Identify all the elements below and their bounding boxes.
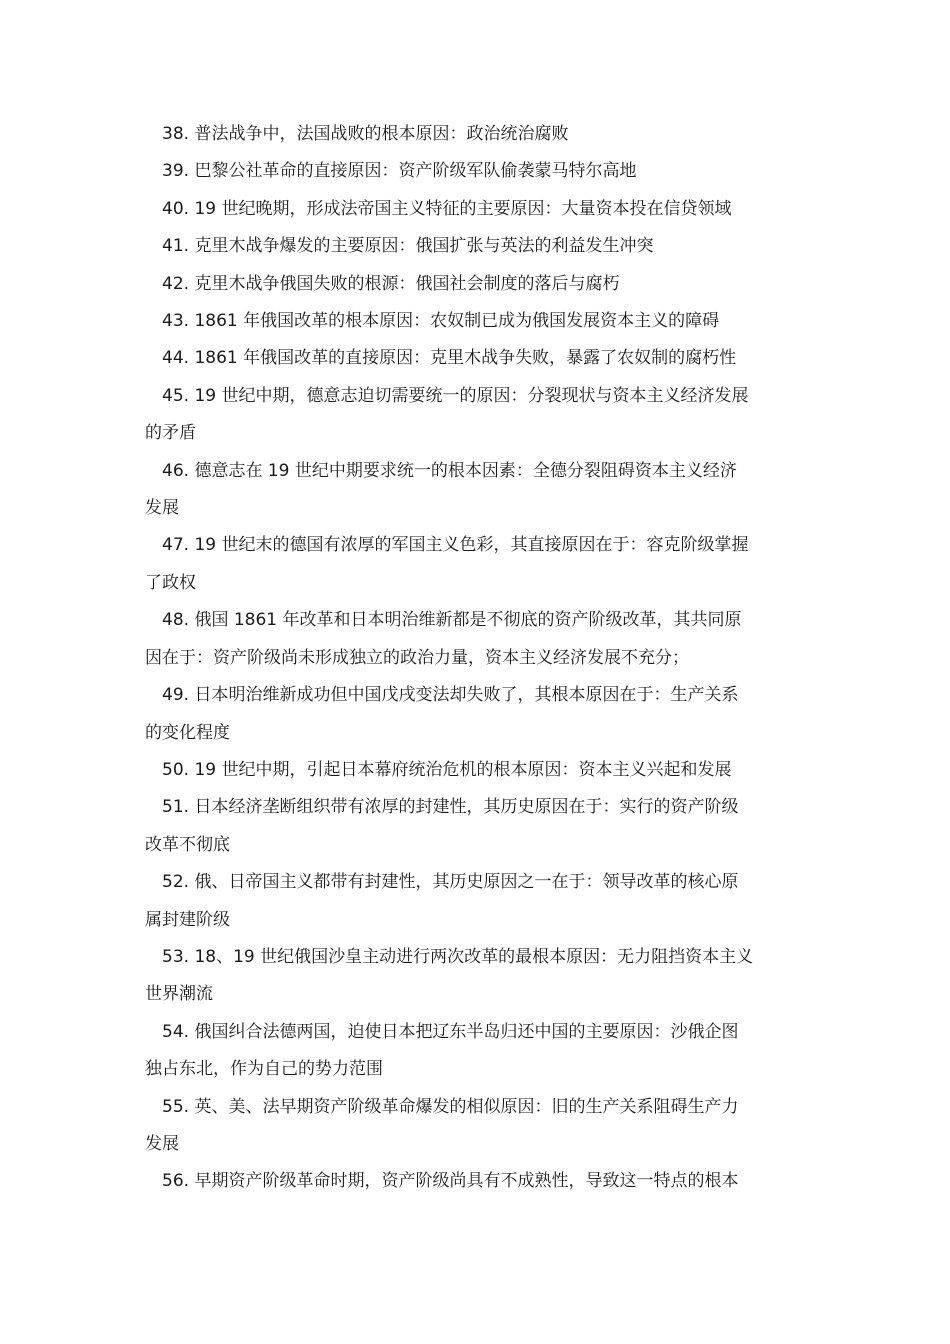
- list-item-line: 51. 日本经济垄断组织带有浓厚的封建性，其历史原因在于：实行的资产阶级: [162, 797, 739, 818]
- list-item: [145, 116, 810, 153]
- list-item: [145, 228, 810, 265]
- list-item: [145, 1014, 810, 1089]
- list-item-line-continued: 世界潮流: [145, 984, 213, 1005]
- document-body: [145, 116, 810, 1201]
- list-item-line: 56. 早期资产阶级革命时期，资产阶级尚具有不成熟性，导致这一特点的根本: [162, 1171, 739, 1192]
- list-item-line: 48. 俄国 1861 年改革和日本明治维新都是不彻底的资产阶级改革，其共同原: [162, 610, 742, 631]
- list-item-line-continued: 属封建阶级: [145, 909, 230, 930]
- list-item: [145, 864, 810, 939]
- list-item: [145, 602, 810, 677]
- list-item-line-continued: 的矛盾: [145, 423, 196, 444]
- list-item: [145, 378, 810, 453]
- list-item-line: 42. 克里木战争俄国失败的根源：俄国社会制度的落后与腐朽: [162, 273, 620, 294]
- list-item-line-continued: 发展: [145, 1133, 179, 1154]
- list-item: [145, 677, 810, 752]
- list-item-line: 49. 日本明治维新成功但中国戊戌变法却失败了，其根本原因在于：生产关系: [162, 685, 739, 706]
- list-item-line-continued: 因在于：资产阶级尚未形成独立的政治力量，资本主义经济发展不充分；: [145, 647, 689, 668]
- list-item: [145, 266, 810, 303]
- list-item-line: 46. 德意志在 19 世纪中期要求统一的根本因素：全德分裂阻碍资本主义经济: [162, 460, 737, 481]
- list-item-line: 45. 19 世纪中期，德意志迫切需要统一的原因：分裂现状与资本主义经济发展: [162, 385, 749, 406]
- list-item-line: 52. 俄、日帝国主义都带有封建性，其历史原因之一在于：领导改革的核心原: [162, 872, 739, 893]
- list-item-line: 40. 19 世纪晚期，形成法帝国主义特征的主要原因：大量资本投在信贷领域: [162, 198, 732, 219]
- list-item: [145, 303, 810, 340]
- list-item: [145, 1163, 810, 1200]
- list-item: [145, 789, 810, 864]
- list-item-line-continued: 改革不彻底: [145, 834, 230, 855]
- list-item-line: 41. 克里木战争爆发的主要原因：俄国扩张与英法的利益发生冲突: [162, 236, 654, 257]
- list-item-line: 53. 18、19 世纪俄国沙皇主动进行两次改革的最根本原因：无力阻挡资本主义: [162, 946, 754, 967]
- list-item-line: 39. 巴黎公社革命的直接原因：资产阶级军队偷袭蒙马特尔高地: [162, 161, 637, 182]
- list-item: [145, 752, 810, 789]
- list-item-line: 50. 19 世纪中期，引起日本幕府统治危机的根本原因：资本主义兴起和发展: [162, 759, 732, 780]
- list-item-line-continued: 独占东北，作为自己的势力范围: [145, 1059, 383, 1080]
- list-item-line: 43. 1861 年俄国改革的根本原因：农奴制已成为俄国发展资本主义的障碍: [162, 311, 720, 332]
- list-item: [145, 191, 810, 228]
- list-item: [145, 939, 810, 1014]
- list-item: [145, 1089, 810, 1164]
- list-item: [145, 153, 810, 190]
- list-item-line: 38. 普法战争中，法国战败的根本原因：政治统治腐败: [162, 124, 569, 144]
- list-item-line-continued: 了政权: [145, 572, 196, 593]
- list-item-line: 55. 英、美、法早期资产阶级革命爆发的相似原因：旧的生产关系阻碍生产力: [162, 1096, 739, 1117]
- list-item-line-continued: 的变化程度: [145, 722, 230, 743]
- list-item: [145, 527, 810, 602]
- list-item-line: 47. 19 世纪末的德国有浓厚的军国主义色彩，其直接原因在于：容克阶级掌握: [162, 535, 749, 556]
- list-item-line-continued: 发展: [145, 498, 179, 519]
- list-item: [145, 453, 810, 528]
- list-item-line: 44. 1861 年俄国改革的直接原因：克里木战争失败，暴露了农奴制的腐朽性: [162, 348, 737, 369]
- list-item: [145, 340, 810, 377]
- list-item-line: 54. 俄国纠合法德两国，迫使日本把辽东半岛归还中国的主要原因：沙俄企图: [162, 1021, 739, 1042]
